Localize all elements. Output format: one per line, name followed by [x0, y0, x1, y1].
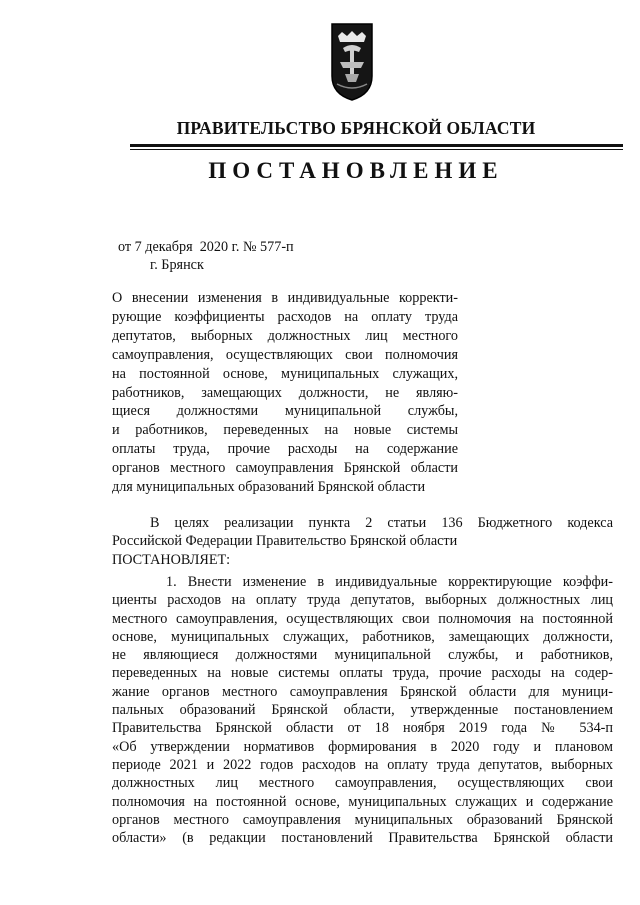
subject-line: щиеся должностями муниципальной службы, [112, 403, 458, 420]
item-1-line: 1. Внести изменение в индивидуальные корректирующие коэффи- [166, 574, 613, 590]
document-type-title: ПОСТАНОВЛЕНИЕ [208, 158, 504, 183]
subject-line: депутатов, выборных должностных лиц местного [112, 327, 458, 344]
preamble-paragraph [112, 514, 613, 569]
preamble-line: В целях реализации пункта 2 статьи 136 Бюджетного кодекса [150, 515, 613, 531]
subject-line: О внесении изменения в индивидуальные корректи- [112, 290, 458, 306]
item-1-line: основе, муниципальных служащих, работников, замещающих должности, [112, 628, 613, 645]
subject-line: работников, замещающих должности, не являю- [112, 384, 458, 401]
subject-line: и работников, переведенных на новые системы [112, 422, 458, 439]
item-1-line: циенты расходов на оплату труда депутатов, выборных должностных лиц [112, 592, 613, 609]
item-1-line: Правительства Брянской области от 18 ноября 2019 года № 534-п [112, 720, 613, 737]
subject-line: для муниципальных образований Брянской области [112, 479, 426, 496]
item-1-line: «Об утверждении нормативов формирования в 2020 году и плановом [112, 738, 613, 755]
document-subject [112, 289, 458, 497]
item-1-line: переведенных на новые системы оплаты труда, прочие расходы на содер- [112, 665, 613, 682]
government-title: ПРАВИТЕЛЬСТВО БРЯНСКОЙ ОБЛАСТИ [176, 118, 536, 138]
subject-line: рующие коэффициенты расходов на оплату труда [112, 308, 458, 325]
item-1-line: полномочия на постоянной основе, муниципальных служащих и содержание [112, 793, 613, 810]
subject-line: оплаты труда, прочие расходы на содержание [112, 441, 458, 458]
item-1-line: пальных образований Брянской области, утвержденные постановлением [112, 702, 613, 719]
header-rule-thick [130, 144, 623, 147]
subject-line: на постоянной основе, муниципальных служащих, [112, 365, 458, 382]
item-1-line: не являющиеся должностями муниципальной службы, и работников, [112, 647, 613, 664]
preamble-line: Российской Федерации Правительство Брянской области [112, 533, 458, 550]
header-rule-thin [130, 149, 623, 150]
item-1-line: органов местного самоуправления муниципальных образований Брянской [112, 811, 613, 828]
subject-line: органов местного самоуправления Брянской области [112, 460, 458, 477]
item-1-line: жание органов местного самоуправления Брянской области для муници- [112, 683, 613, 700]
subject-line: самоуправления, осуществляющих свои полномочия [112, 346, 458, 363]
item-1-line: должностных лиц местного самоуправления, осуществляющих свои [112, 775, 613, 792]
item-1-line: местного самоуправления, осуществляющих свои полномочия на постоянной [112, 610, 613, 627]
item-1-paragraph [112, 573, 613, 847]
document-city: г. Брянск [150, 257, 204, 273]
item-1-line: области» (в редакции постановлений Правительства Брянской области [112, 830, 613, 847]
item-1-line: периоде 2021 и 2022 годов расходов на оплату труда депутатов, выборных [112, 756, 613, 773]
document-date-number: от 7 декабря 2020 г. № 577-п [118, 239, 294, 255]
coat-of-arms-icon [329, 22, 375, 102]
preamble-resolves: ПОСТАНОВЛЯЕТ: [112, 551, 231, 568]
